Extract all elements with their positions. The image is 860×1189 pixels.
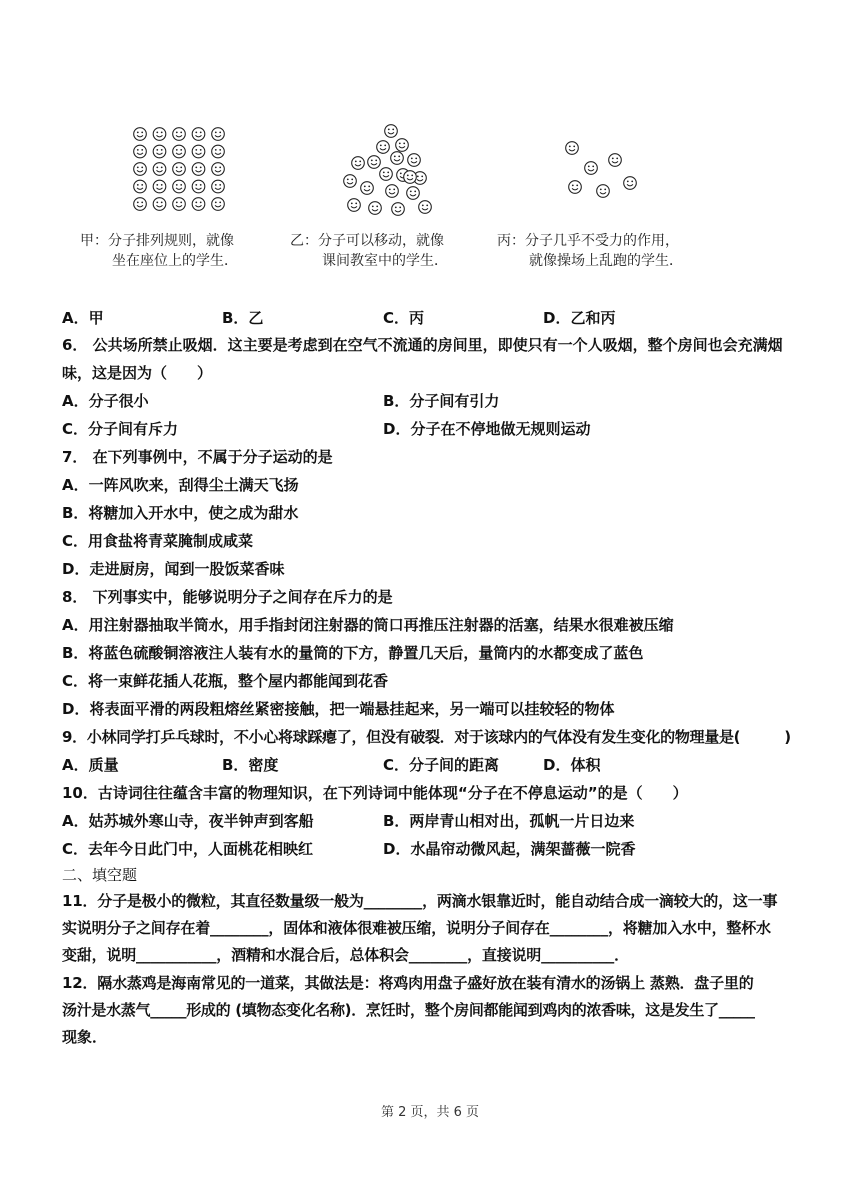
molecule-figure: [0, 0, 860, 280]
smiley-face-icon: [407, 187, 420, 200]
smiley-face-icon: [173, 198, 186, 211]
q9-stem: 9．小林同学打乒乓球时，不小心将球踩瘪了，但没有破裂．对于该球内的气体没有发生变化的物理量是( ): [62, 728, 791, 746]
smiley-face-icon: [585, 162, 598, 175]
q12-line3: 现象．: [62, 1028, 108, 1046]
caption-jia-line1: 甲：分子排列规则，就像: [80, 233, 234, 249]
smiley-face-icon: [369, 202, 382, 215]
caption-jia: [80, 231, 238, 271]
smiley-face-icon: [212, 180, 225, 193]
smiley-face-icon: [173, 180, 186, 193]
q5-option-a: A．甲: [62, 309, 104, 327]
q6-stem-line1: 6． 公共场所禁止吸烟．这主要是考虑到在空气不流通的房间里，即使只有一个人吸烟，整个房间也会充满烟: [62, 336, 783, 354]
smiley-face-icon: [192, 180, 205, 193]
smiley-face-icon: [134, 163, 147, 176]
q10-stem: 10．古诗词往往蕴含丰富的物理知识，在下列诗词中能体现“分子在不停息运动”的是（ ）: [62, 784, 688, 802]
q10-option-a: A．姑苏城外寒山寺，夜半钟声到客船: [62, 812, 314, 830]
q5-option-b: B．乙: [222, 309, 264, 327]
q10-option-b: B．两岸青山相对出，孤帆一片日边来: [383, 812, 635, 830]
smiley-face-icon: [134, 145, 147, 158]
smiley-face-icon: [408, 154, 421, 167]
q7-option-b: B．将糖加入开水中，使之成为甜水: [62, 504, 299, 522]
q11-line2: 实说明分子之间存在着________，固体和液体很难被压缩，说明分子间存在________，将糖加入水中，整杯水: [62, 919, 771, 937]
smiley-face-icon: [153, 128, 166, 141]
smiley-face-icon: [173, 128, 186, 141]
caption-yi-line2: 课间教室中的学生．: [322, 253, 448, 269]
q5-option-c: C．丙: [383, 309, 425, 327]
section-title: 二、填空题: [62, 866, 138, 884]
smiley-face-icon: [385, 125, 398, 138]
smiley-face-icon: [173, 163, 186, 176]
q10-option-d: D．水晶帘动微风起，满架蔷薇一院香: [383, 840, 636, 858]
q9-option-b: B．密度: [222, 756, 279, 774]
smiley-face-icon: [597, 185, 610, 198]
smiley-face-icon: [192, 128, 205, 141]
smiley-face-icon: [192, 163, 205, 176]
smiley-face-icon: [173, 145, 186, 158]
smiley-face-icon: [392, 203, 405, 216]
caption-jia-line2: 坐在座位上的学生．: [112, 253, 238, 269]
smiley-face-icon: [212, 163, 225, 176]
q6-option-d: D．分子在不停地做无规则运动: [383, 420, 591, 438]
caption-bing-line1: 丙：分子几乎不受力的作用，: [497, 233, 679, 249]
smiley-face-icon: [153, 180, 166, 193]
smiley-face-icon: [391, 152, 404, 165]
smiley-face-icon: [380, 168, 393, 181]
caption-bing: [497, 231, 683, 271]
caption-yi-line1: 乙：分子可以移动，就像: [290, 233, 444, 249]
q8-option-b: B．将蓝色硫酸铜溶液注人装有水的量筒的下方，静置几天后，量筒内的水都变成了蓝色: [62, 644, 644, 662]
smiley-face-icon: [377, 141, 390, 154]
smiley-face-icon: [212, 145, 225, 158]
smiley-face-icon: [404, 171, 417, 184]
q9-option-c: C．分子间的距离: [383, 756, 500, 774]
gas-arrangement-group: [566, 142, 637, 198]
q8-option-a: A．用注射器抽取半筒水，用手指封闭注射器的筒口再推压注射器的活塞，结果水很难被压缩: [62, 616, 674, 634]
q11-line1: 11．分子是极小的微粒，其直径数量级一般为________，两滴水银靠近时，能自动结合成一滴较大的，这一事: [62, 892, 778, 910]
smiley-face-icon: [212, 128, 225, 141]
q6-stem-line2: 味，这是因为（ ）: [62, 364, 213, 382]
smiley-face-icon: [368, 156, 381, 169]
molecule-diagram: [0, 0, 860, 230]
smiley-face-icon: [192, 145, 205, 158]
smiley-face-icon: [153, 145, 166, 158]
smiley-face-icon: [419, 201, 432, 214]
q9-option-d: D．体积: [543, 756, 601, 774]
q12-line1: 12．隔水蒸鸡是海南常见的一道菜，其做法是：将鸡肉用盘子盛好放在装有清水的汤锅上 蒸熟．盘子里的: [62, 974, 754, 992]
smiley-face-icon: [134, 198, 147, 211]
q7-option-c: C．用食盐将青菜腌制成咸菜: [62, 532, 254, 550]
q8-stem: 8． 下列事实中，能够说明分子之间存在斥力的是: [62, 588, 393, 606]
smiley-face-icon: [396, 139, 409, 152]
solid-arrangement-group: [134, 128, 225, 211]
page-footer: 第 2 页，共 6 页: [380, 1105, 480, 1120]
q7-option-d: D．走进厨房，闻到一股饭菜香味: [62, 560, 285, 578]
q7-stem: 7． 在下列事例中，不属于分子运动的是: [62, 448, 333, 466]
caption-yi: [290, 231, 448, 271]
smiley-face-icon: [348, 199, 361, 212]
q9-option-a: A．质量: [62, 756, 119, 774]
smiley-face-icon: [134, 128, 147, 141]
smiley-face-icon: [344, 175, 357, 188]
smiley-face-icon: [134, 180, 147, 193]
q12-line2: 汤汁是水蒸气_____形成的 (填物态变化名称)．烹饪时，整个房间都能闻到鸡肉的浓香味，这是发生了_____: [62, 1001, 755, 1019]
smiley-face-icon: [624, 177, 637, 190]
q5-option-d: D．乙和丙: [543, 309, 616, 327]
q6-option-c: C．分子间有斥力: [62, 420, 179, 438]
smiley-face-icon: [386, 185, 399, 198]
q8-option-d: D．将表面平滑的两段粗熔丝紧密接触，把一端悬挂起来，另一端可以挂较轻的物体: [62, 700, 615, 718]
caption-bing-line2: 就像操场上乱跑的学生．: [529, 253, 683, 269]
q8-option-c: C．将一束鲜花插人花瓶，整个屋内都能闻到花香: [62, 672, 389, 690]
q7-option-a: A．一阵风吹来，刮得尘土满天飞扬: [62, 476, 299, 494]
q6-option-b: B．分子间有引力: [383, 392, 500, 410]
smiley-face-icon: [569, 181, 582, 194]
liquid-arrangement-group: [344, 125, 432, 216]
q6-option-a: A．分子很小: [62, 392, 149, 410]
smiley-face-icon: [153, 163, 166, 176]
smiley-face-icon: [212, 198, 225, 211]
q11-line3: 变甜，说明___________，酒精和水混合后，总体积会________，直接说明__________．: [62, 946, 629, 964]
smiley-face-icon: [192, 198, 205, 211]
q10-option-c: C．去年今日此门中，人面桃花相映红: [62, 840, 314, 858]
smiley-face-icon: [566, 142, 579, 155]
smiley-face-icon: [352, 157, 365, 170]
smiley-face-icon: [153, 198, 166, 211]
smiley-face-icon: [361, 182, 374, 195]
smiley-face-icon: [609, 154, 622, 167]
